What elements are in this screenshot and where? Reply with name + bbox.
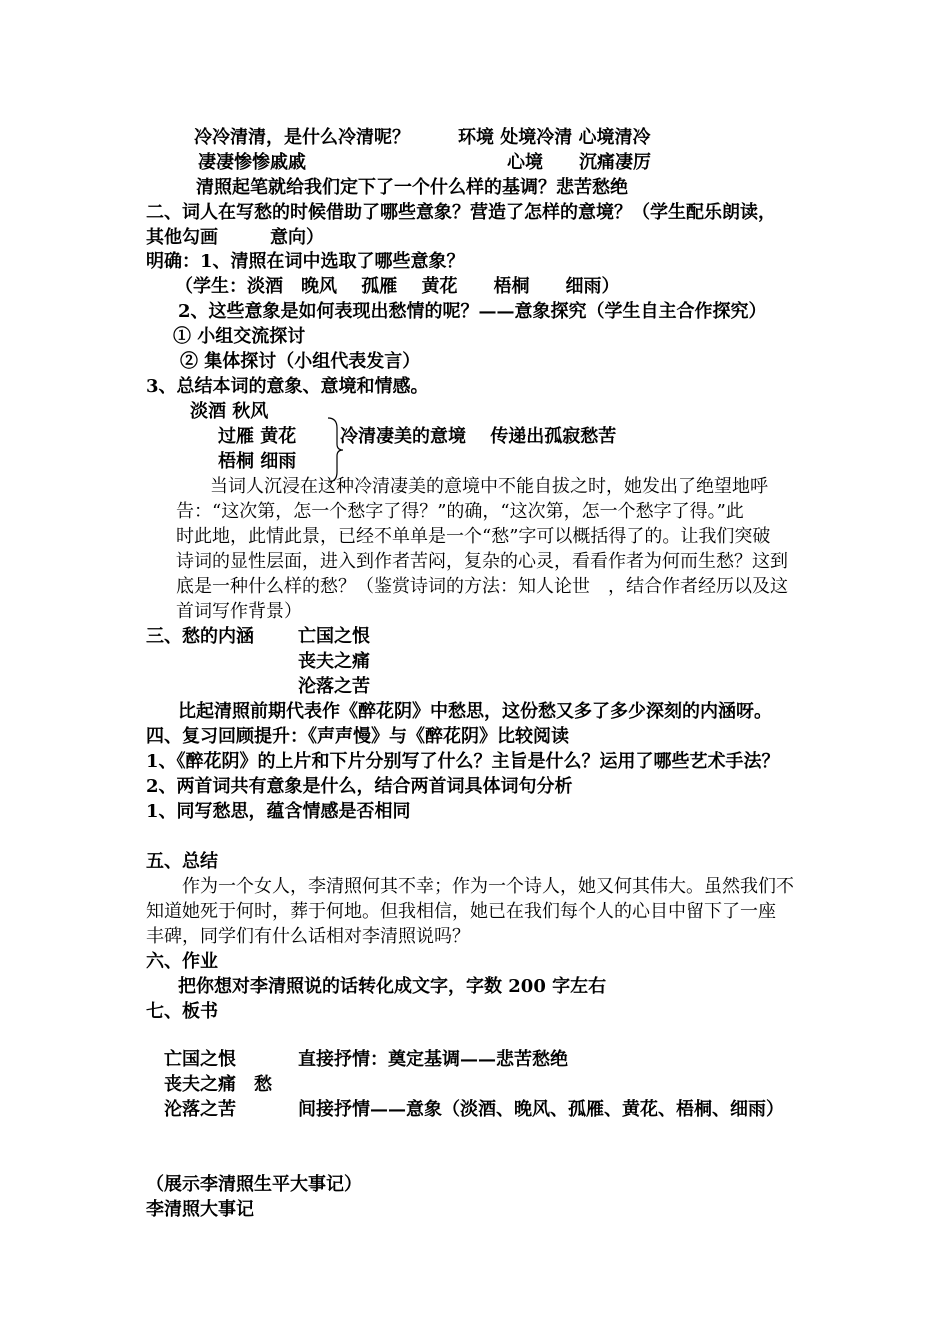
text-line: 首词写作背景） — [176, 601, 302, 622]
text-line: 1、《醉花阴》的上片和下片分别写了什么？主旨是什么？运用了哪些艺术手法？ — [146, 751, 780, 772]
text-line: 比起清照前期代表作《醉花阴》中愁思，这份愁又多了多少深刻的内涵呀。 — [178, 701, 772, 722]
text-line: 2、这些意象是如何表现出愁情的呢？——意象探究（学生自主合作探究） — [178, 301, 767, 322]
text-line: 亡国之恨 — [164, 1049, 236, 1070]
section-heading: 五、总结 — [146, 851, 218, 872]
text-line: 淡酒 秋风 — [190, 401, 269, 422]
text-line: 间接抒情——意象（淡酒、晚风、孤雁、黄花、梧桐、细雨） — [298, 1099, 784, 1120]
text-line: 2、两首词共有意象是什么，结合两首词具体词句分析 — [146, 776, 573, 797]
text-line: 诗词的显性层面，进入到作者苦闷，复杂的心灵，看看作者为何而生愁？这到 — [176, 551, 788, 572]
text-line: 意向） — [270, 227, 324, 248]
section-heading: 四、复习回顾提升：《声声慢》与《醉花阴》比较阅读 — [146, 726, 569, 747]
text-line: 3、总结本词的意象、意境和情感。 — [146, 376, 429, 397]
text-line: 沦落之苦 — [164, 1099, 236, 1120]
text-line: 李清照大事记 — [146, 1199, 254, 1220]
section-heading: 三、愁的内涵 — [146, 626, 254, 647]
text-line: （展示李清照生平大事记） — [146, 1174, 362, 1195]
text-line: 明确：1、清照在词中选取了哪些意象？ — [146, 251, 465, 272]
text-line: 过雁 黄花 — [218, 426, 297, 447]
text-line: 冷清凄美的意境 传递出孤寂愁苦 — [340, 426, 617, 447]
text-line: 心境 沉痛凄厉 — [507, 152, 651, 173]
text-line: 作为一个女人，李清照何其不幸；作为一个诗人，她又何其伟大。虽然我们不 — [182, 876, 794, 897]
text-line: 冷冷清清，是什么冷清呢？ — [194, 127, 410, 148]
text-line: 1、同写愁思，蕴含情感是否相同 — [146, 801, 411, 822]
text-line: 凄凄惨惨戚戚 — [198, 152, 306, 173]
text-line: 底是一种什么样的愁？（鉴赏诗词的方法：知人论世 ，结合作者经历以及这 — [176, 576, 788, 597]
text-line: 告：“这次第，怎一个愁字了得？”的确，“这次第，怎一个愁字了得。”此 — [176, 501, 744, 522]
text-line: 亡国之恨 — [298, 626, 370, 647]
section-heading: 七、板书 — [146, 1001, 218, 1022]
text-line: 沦落之苦 — [298, 676, 370, 697]
text-line: 把你想对李清照说的话转化成文字，字数 200 字左右 — [178, 976, 607, 997]
text-line: 丧夫之痛 — [298, 651, 370, 672]
text-line: 直接抒情：奠定基调——悲苦愁绝 — [298, 1049, 568, 1070]
text-line: 清照起笔就给我们定下了一个什么样的基调？悲苦愁绝 — [196, 177, 628, 198]
text-line: ② 集体探讨（小组代表发言） — [180, 351, 421, 372]
text-line: 时此地，此情此景，已经不单单是一个“愁”字可以概括得了的。让我们突破 — [176, 526, 771, 547]
text-line: 丧夫之痛 愁 — [164, 1074, 272, 1095]
section-heading: 二、词人在写愁的时候借助了哪些意象？营造了怎样的意境？（学生配乐朗读， — [146, 202, 776, 223]
brace-icon — [325, 416, 345, 484]
text-line: 知道她死于何时，葬于何地。但我相信，她已在我们每个人的心目中留下了一座 — [146, 901, 776, 922]
text-line: （学生：淡酒 晚风 孤雁 黄花 梧桐 细雨） — [175, 276, 620, 297]
text-line: 丰碑，同学们有什么话相对李清照说吗？ — [146, 926, 470, 947]
text-line: 当词人沉浸在这种冷清凄美的意境中不能自拔之时，她发出了绝望地呼 — [210, 476, 768, 497]
section-heading: 六、作业 — [146, 951, 218, 972]
text-line: 环境 处境冷清 心境清冷 — [458, 127, 651, 148]
text-line: 其他勾画 — [146, 227, 218, 248]
text-line: ① 小组交流探讨 — [173, 326, 306, 347]
text-line: 梧桐 细雨 — [218, 451, 297, 472]
